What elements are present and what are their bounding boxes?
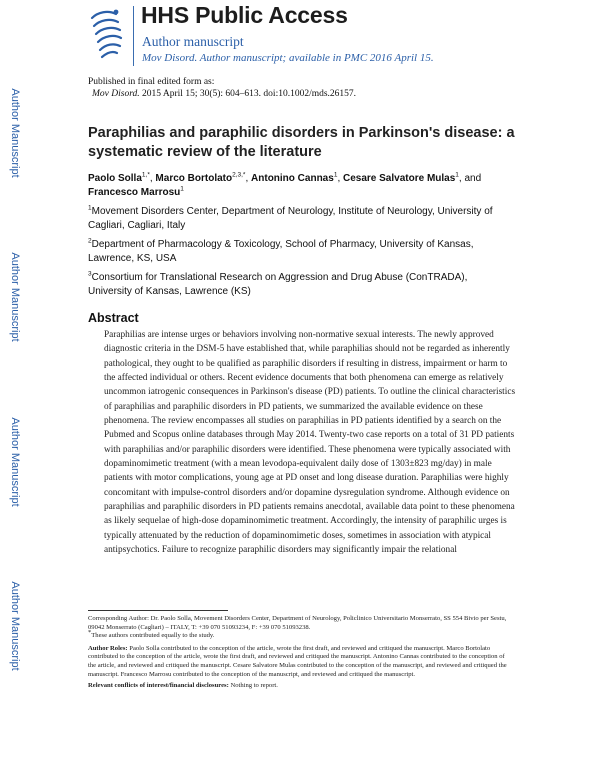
author-name: Antonino Cannas — [251, 173, 334, 184]
author-separator: , and — [458, 173, 482, 184]
side-label-text: Author Manuscript — [9, 581, 21, 671]
side-label-text: Author Manuscript — [9, 417, 21, 507]
conflicts-text: Nothing to report. — [230, 682, 278, 690]
author-affiliation-marker: 2,3,* — [232, 171, 246, 179]
abstract-text: Paraphilias are intense urges or behaviors involving non-normative sexual interests. The newly approved diagnostic criteria in the DSM-5 have established that, while paraphilias should not be regarded as inherently pathological, they ought to be qualified as paraphilic disorders if resulting in distress, impairment or harm to the affected individual or others. Recent evidence documents that both phenomena can emerge as relatively uncommon iatrogenic consequences in Parkinson's disease (PD) patients. To outline the clinical characteristics of paraphilias and paraphilic disorders in PD patients, we summarized the available evidence on these phenomena. The review encompasses all studies on paraphilias in PD patients identified by a search on the Pubmed and Scopus online databases through May 2014. Twenty-two case reports on a total of 31 PD patients with paraphilias and/or paraphilic disorders were identified. These phenomena were typically associated with dopaminomimetic treatment (with a mean levodopa-equivalent daily dose of 1303±823 mg/day) in male patients with motor complications, young age at PD onset and long disease duration. Paraphilias were highly concomitant with impulse-control disorders and/or dopamine dysregulation syndrome. Although evidence on paraphilias and paraphilic disorders in PD patients remains anecdotal, available data point to these phenomena as likely sequelae of high-dose dopaminomimetic treatment. Accordingly, the intensity of paraphilic urges is typically attenuated by the reduction of dopaminomimetic doses, sometimes in association with atypical antipsychotics. Failure to recognize paraphilic disorders may significantly impair the relational — [104, 330, 516, 556]
footnote-divider — [88, 610, 228, 611]
side-label-text: Author Manuscript — [9, 252, 21, 342]
citation-details: 2015 April 15; 30(5): 604–613. doi:10.1002/mds.26157. — [142, 89, 357, 99]
footnotes — [88, 615, 513, 691]
author-separator: , — [337, 173, 343, 184]
affiliation-text: Department of Pharmacology & Toxicology, School of Pharmacy, University of Kansas, Lawrence, KS, USA — [88, 239, 474, 264]
journal-availability-line: Mov Disord. Author manuscript; available in PMC 2016 April 15. — [142, 52, 434, 64]
author-roles-label: Author Roles: — [88, 644, 128, 652]
affiliation-text: Movement Disorders Center, Department of Neurology, Institute of Neurology, University of Cagliari, Cagliari, Italy — [88, 206, 493, 231]
side-label-author-manuscript — [0, 397, 30, 527]
equal-contribution-note — [88, 629, 513, 641]
author-name: Cesare Salvatore Mulas — [343, 173, 456, 184]
side-label-author-manuscript — [0, 561, 30, 691]
author-separator: , — [245, 173, 252, 184]
conflicts-note — [88, 682, 513, 691]
affiliation — [88, 205, 508, 233]
author-affiliation-marker: 1 — [455, 171, 459, 179]
affiliation-number: 1 — [88, 204, 92, 212]
author-name: Francesco Marrosu — [88, 187, 181, 198]
paper-title: Paraphilias and paraphilic disorders in Parkinson's disease: a systematic review of the literature — [88, 125, 515, 160]
affiliation-number: 3 — [88, 270, 92, 278]
author-name: Paolo Solla — [88, 173, 142, 184]
side-label-author-manuscript — [0, 68, 30, 198]
hhs-public-access-title: HHS Public Access — [141, 2, 348, 28]
author-affiliation-marker: 1 — [333, 171, 338, 179]
side-label-author-manuscript — [0, 232, 30, 362]
equal-contribution-text: These authors contributed equally to the study. — [91, 632, 215, 640]
page-header — [86, 0, 586, 74]
corresponding-author-note: Corresponding Author: Dr. Paolo Solla, Movement Disorders Center, Department of Neurology, Policlinico Universitario Monserrato, SS 554 Bivio per Sestu, 09042 Monserrato (Cagliari) – ITALY, T: +39 070 51093234, F: +39 070 51093238. — [88, 615, 507, 631]
publication-info — [88, 76, 356, 100]
author-roles-text: Paolo Solla contributed to the conception of the article, wrote the first draft, and reviewed and critiqued the manuscript. Marco Bortolato contributed to the conception of the article, wrote the first draft, and reviewed and critiqued the manuscript. Antonino Cannas contributed to the conception of the article, and reviewed and critiqued the manuscript. Cesare Salvatore Mulas contributed to the conception of the manuscript, and reviewed and critiqued the manuscript. Francesco Marrosu contributed to the conception of the manuscript, and reviewed and critiqued the manuscript. — [88, 644, 507, 678]
author-roles-note — [88, 645, 513, 679]
author-manuscript-label: Author manuscript — [142, 34, 244, 49]
hhs-eagle-logo-icon — [86, 4, 126, 66]
citation-line — [88, 88, 356, 100]
header-divider — [133, 6, 134, 66]
affiliation — [88, 238, 508, 266]
author-name: Marco Bortolato — [155, 173, 233, 184]
affiliation — [88, 271, 508, 299]
side-label-text: Author Manuscript — [9, 88, 21, 178]
journal-name: Mov Disord. — [92, 89, 140, 99]
affiliation-text: Consortium for Translational Research on Aggression and Drug Abuse (ConTRADA), University of Kansas, Lawrence (KS) — [88, 272, 468, 297]
author-list — [88, 172, 508, 200]
author-affiliation-marker: 1,* — [141, 171, 150, 179]
author-separator: , — [149, 173, 156, 184]
conflicts-label: Relevant conflicts of interest/financial disclosures: — [88, 682, 229, 690]
affiliation-number: 2 — [88, 237, 92, 245]
equal-contribution-marker: * — [88, 629, 92, 636]
author-affiliation-marker: 1 — [180, 185, 184, 193]
published-label: Published in final edited form as: — [88, 77, 215, 87]
abstract-heading: Abstract — [88, 311, 139, 325]
